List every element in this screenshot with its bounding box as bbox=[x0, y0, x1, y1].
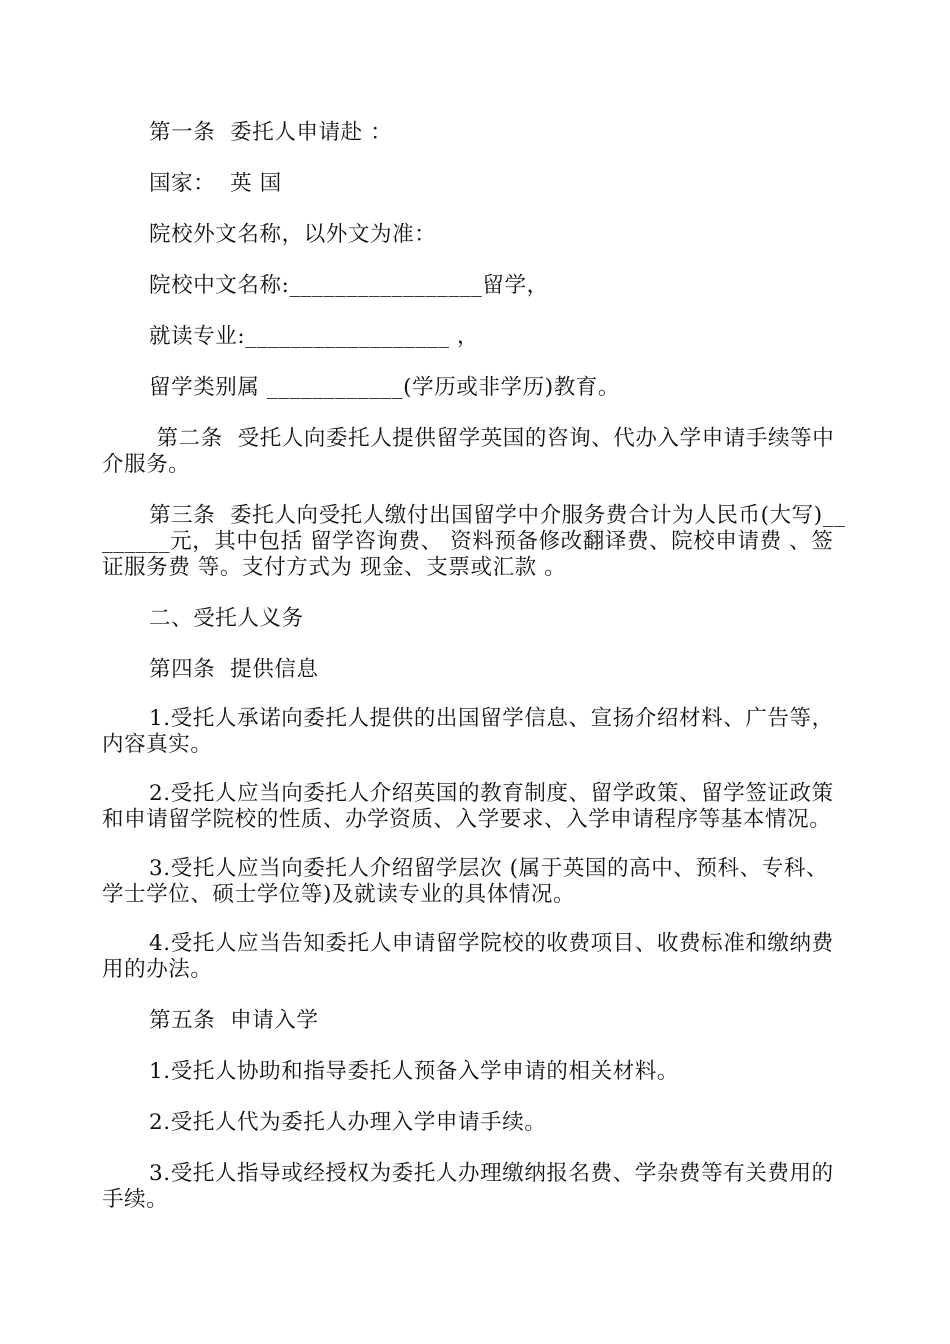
clause-4-item-2: 2.受托人应当向委托人介绍英国的教育制度、留学政策、留学签证政策和申请留学院校的性质、办学资质、入学要求、入学申请程序等基本情况。 bbox=[102, 781, 834, 832]
clause-1-heading: 第一条 委托人申请赴 ： bbox=[149, 120, 393, 145]
section-2-heading: 二、受托人义务 bbox=[149, 606, 304, 631]
clause-5-item-1: 1.受托人协助和指导委托人预备入学申请的相关材料。 bbox=[149, 1059, 680, 1084]
clause-4-item-4: 4.受托人应当告知委托人申请留学院校的收费项目、收费标准和缴纳费用的办法。 bbox=[102, 931, 834, 982]
clause-3-paragraph: 第三条 委托人向受托人缴付出国留学中介服务费合计为人民币(大写)________元，其中包括 留学咨询费、 资料预备修改翻译费、院校申请费 、签证服务费 等。支付方式为 现金、支票或汇款 。 bbox=[102, 503, 846, 580]
school-chinese-name-line: 院校中文名称:_________________留学， bbox=[149, 273, 549, 298]
clause-5-heading: 第五条 申请入学 bbox=[149, 1008, 319, 1033]
country-line: 国家： 英 国 bbox=[149, 171, 282, 196]
study-category-line: 留学类别属 ____________(学历或非学历)教育。 bbox=[149, 375, 621, 400]
school-foreign-name-line: 院校外文名称，以外文为准： bbox=[149, 222, 437, 247]
clause-5-item-3: 3.受托人指导或经授权为委托人办理缴纳报名费、学杂费等有关费用的手续。 bbox=[102, 1161, 834, 1212]
clause-4-item-3: 3.受托人应当向委托人介绍留学层次 (属于英国的高中、预科、专科、学士学位、硕士学位等)及就读专业的具体情况。 bbox=[102, 856, 829, 907]
clause-4-item-1: 1.受托人承诺向委托人提供的出国留学信息、宣扬介绍材料、广告等，内容真实。 bbox=[102, 706, 834, 757]
clause-2-paragraph: 第二条 受托人向委托人提供留学英国的咨询、代办入学申请手续等中介服务。 bbox=[102, 426, 835, 477]
clause-4-heading: 第四条 提供信息 bbox=[149, 657, 319, 682]
document-body bbox=[102, 120, 850, 1213]
clause-5-item-2: 2.受托人代为委托人办理入学申请手续。 bbox=[149, 1110, 547, 1135]
major-line: 就读专业:__________________ ， bbox=[149, 324, 480, 349]
